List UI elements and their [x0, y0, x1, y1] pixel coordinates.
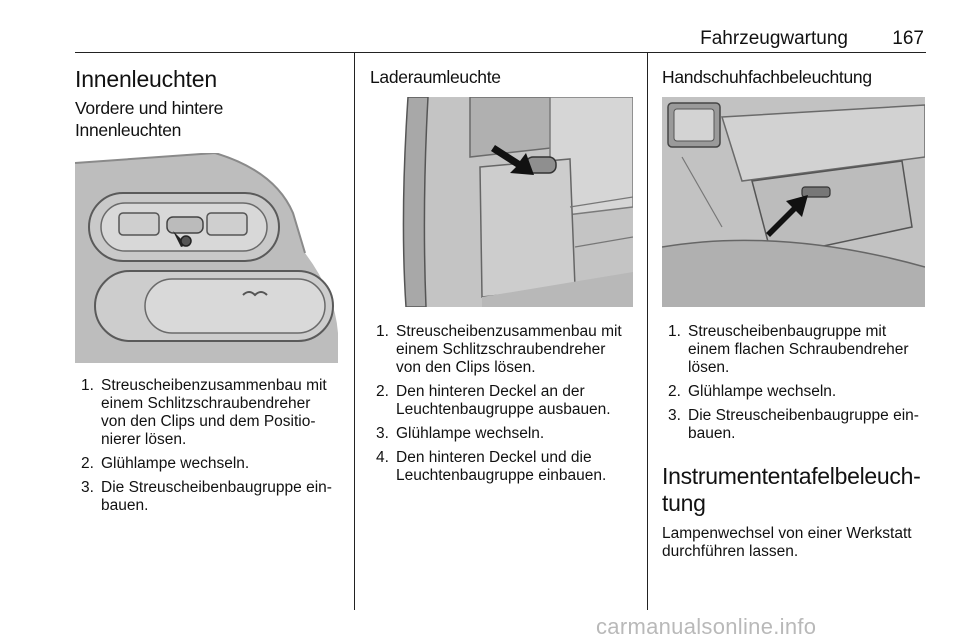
heading-handschuhfach: Handschuhfachbeleuchtung	[662, 67, 872, 87]
list-item: 4. Den hinteren Deckel und die Leuchtenbaugruppe einbauen.	[376, 449, 607, 484]
subheading-front-rear: Vordere und hintere Innenleuchten	[75, 98, 224, 140]
list-item: 3. Die Streuscheibenbaugruppe ein- bauen.	[668, 407, 919, 442]
list-item: 1. Streuscheibenbaugruppe mit einem flachen Schraubendreher lösen.	[668, 323, 909, 376]
section-title: Fahrzeugwartung	[700, 28, 848, 49]
column-cargo-light	[370, 60, 635, 491]
steps-list-glovebox	[662, 323, 927, 443]
column-interior-lights	[75, 60, 340, 521]
steps-list-cargo	[370, 323, 635, 485]
list-item: 3. Die Streuscheibenbaugruppe ein- bauen.	[81, 479, 332, 514]
list-item: 2. Glühlampe wechseln.	[81, 455, 250, 472]
heading-innenleuchten: Innenleuchten	[75, 66, 217, 92]
list-item: 1. Streuscheibenzusammenbau mit einem Schlitzschraubendreher von den Clips lösen.	[376, 323, 622, 376]
column-glovebox-light	[662, 60, 927, 561]
page-number: 167	[892, 28, 924, 49]
heading-instrument-panel-lighting: Instrumententafelbeleuch- tung	[662, 463, 921, 516]
figure-glovebox-light	[662, 97, 925, 307]
list-item: 1. Streuscheibenzusammenbau mit einem Schlitzschraubendreher von den Clips und dem Positio- nierer lösen.	[81, 377, 327, 448]
list-item: 2. Den hinteren Deckel an der Leuchtenbaugruppe ausbauen.	[376, 383, 611, 418]
figure-cargo-light	[370, 97, 633, 307]
column-divider	[647, 52, 648, 610]
heading-laderaumleuchte: Laderaumleuchte	[370, 67, 501, 87]
interior-light-illustration	[75, 153, 338, 363]
figure-interior-light	[75, 153, 338, 363]
steps-list-interior	[75, 377, 340, 515]
list-item: 2. Glühlampe wechseln.	[668, 383, 837, 400]
cargo-light-illustration	[370, 97, 633, 307]
glovebox-light-illustration	[662, 97, 925, 307]
column-divider	[354, 52, 355, 610]
watermark: carmanualsonline.info	[596, 614, 817, 639]
body-text-workshop: Lampenwechsel von einer Werkstatt durchführen lassen.	[662, 525, 912, 560]
page-header	[75, 26, 926, 53]
list-item: 3. Glühlampe wechseln.	[376, 425, 545, 442]
